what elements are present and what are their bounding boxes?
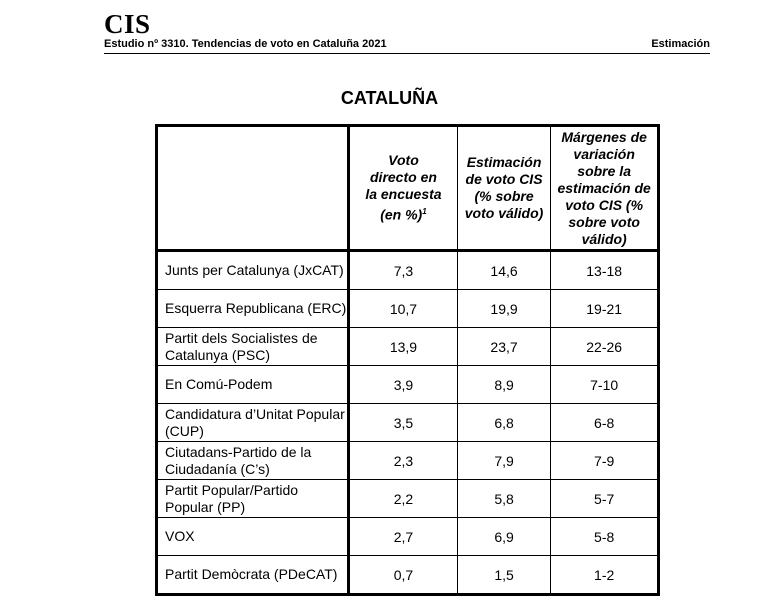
table-row bbox=[157, 518, 659, 556]
estimate-cell: 1,5 bbox=[457, 556, 551, 595]
estimate-cell: 19,9 bbox=[457, 290, 551, 328]
table-body bbox=[157, 251, 659, 595]
table-row bbox=[157, 251, 659, 290]
party-name-cell: VOX bbox=[157, 518, 349, 556]
table-row bbox=[157, 556, 659, 595]
estimate-cell: 5,8 bbox=[457, 480, 551, 518]
estimate-cell: 7,9 bbox=[457, 442, 551, 480]
party-name-cell: En Comú-Podem bbox=[157, 366, 349, 404]
estimate-cell: 14,6 bbox=[457, 251, 551, 290]
footnote-mark: 1 bbox=[422, 207, 427, 217]
party-name-cell: Partit dels Socialistes de Catalunya (PSC) bbox=[157, 328, 349, 366]
range-cell: 19-21 bbox=[551, 290, 659, 328]
page-title: CATALUÑA bbox=[340, 88, 439, 108]
party-name-cell: Partit Demòcrata (PDeCAT) bbox=[157, 556, 349, 595]
range-cell: 5-8 bbox=[551, 518, 659, 556]
header-rule bbox=[104, 53, 710, 54]
direct-vote-cell: 3,9 bbox=[349, 366, 458, 404]
table-row bbox=[157, 442, 659, 480]
range-cell: 6-8 bbox=[551, 404, 659, 442]
table-row bbox=[157, 290, 659, 328]
direct-vote-cell: 3,5 bbox=[349, 404, 458, 442]
party-name-cell: Ciutadans-Partido de la Ciudadanía (C’s) bbox=[157, 442, 349, 480]
direct-vote-cell: 2,3 bbox=[349, 442, 458, 480]
range-cell: 7-9 bbox=[551, 442, 659, 480]
estimate-cell: 6,9 bbox=[457, 518, 551, 556]
direct-vote-cell: 10,7 bbox=[349, 290, 458, 328]
direct-vote-cell: 2,7 bbox=[349, 518, 458, 556]
party-name-cell: Esquerra Republicana (ERC) bbox=[157, 290, 349, 328]
range-cell: 22-26 bbox=[551, 328, 659, 366]
cis-logo: CIS bbox=[104, 9, 151, 39]
range-cell: 13-18 bbox=[551, 251, 659, 290]
table-header-row bbox=[157, 126, 659, 251]
vote-estimation-table bbox=[155, 124, 660, 596]
column-header-range bbox=[551, 126, 659, 251]
party-name-cell: Junts per Catalunya (JxCAT) bbox=[157, 251, 349, 290]
column-header-estimate bbox=[457, 126, 551, 251]
direct-vote-cell: 13,9 bbox=[349, 328, 458, 366]
table-row bbox=[157, 366, 659, 404]
table-row bbox=[157, 480, 659, 518]
direct-vote-cell: 2,2 bbox=[349, 480, 458, 518]
estimate-cell: 23,7 bbox=[457, 328, 551, 366]
estimate-cell: 8,9 bbox=[457, 366, 551, 404]
party-name-cell: Candidatura d’Unitat Popular (CUP) bbox=[157, 404, 349, 442]
column-header-range-label: Márgenes de variación sobre la estimación de voto CIS (% sobre voto válido) bbox=[557, 128, 651, 247]
range-cell: 1-2 bbox=[551, 556, 659, 595]
range-cell: 5-7 bbox=[551, 480, 659, 518]
party-name-cell: Partit Popular/Partido Popular (PP) bbox=[157, 480, 349, 518]
study-subtitle: Estudio nº 3310. Tendencias de voto en Cataluña 2021 bbox=[104, 38, 387, 50]
direct-vote-cell: 0,7 bbox=[349, 556, 458, 595]
direct-vote-cell: 7,3 bbox=[349, 251, 458, 290]
estimate-cell: 6,8 bbox=[457, 404, 551, 442]
range-cell: 7-10 bbox=[551, 366, 659, 404]
table-row bbox=[157, 328, 659, 366]
section-label: Estimación bbox=[651, 38, 710, 50]
header-blank-cell bbox=[157, 126, 349, 251]
column-header-direct-vote-label: Voto directo en la encuesta (en %) bbox=[365, 152, 442, 223]
column-header-direct-vote bbox=[349, 126, 458, 251]
table-row bbox=[157, 404, 659, 442]
column-header-estimate-label: Estimación de voto CIS (% sobre voto válido) bbox=[464, 154, 544, 221]
